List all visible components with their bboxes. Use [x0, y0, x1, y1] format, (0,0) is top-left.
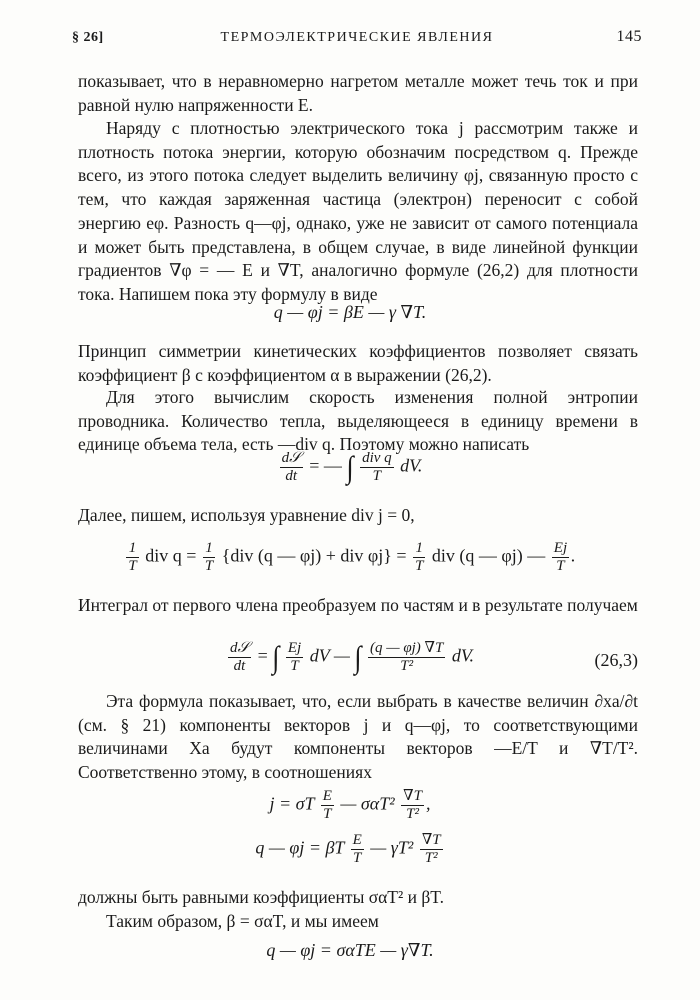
section-marker: § 26]	[72, 30, 104, 45]
paragraph-5: Далее, пишем, используя уравнение div j = 0,	[78, 505, 415, 525]
fraction: $\frac{\text{div q}}{T}$	[362, 450, 392, 484]
formula-26-3: $\frac{\text{d𝒮}}{dt}$ = ∫ $\frac{Ej}{T}$ dV — ∫ $\frac{(q — \varphi j) \nabla T}{\text{T²}}$ dV.	[229, 639, 475, 675]
equation-number: (26,3)	[594, 650, 638, 670]
paragraph-7: Эта формула показывает, что, если выбрать в качестве величин ∂xa/∂t (см. § 21) компоненты векторов j и q—φj, то соответствующими величинами Xa будут компоненты векторов —E/T и ∇T/T². Соответственно этому, в соотношениях	[78, 691, 638, 783]
paragraph-9: Таким образом, β = σαT, и мы имеем	[106, 911, 379, 931]
paragraph-2: Наряду с плотностью электрического тока j рассмотрим также и плотность потока энергии, которую обозначим посредством q. Прежде всего, из этого потока следует выделить величину φj, связанную просто с тем, что каждая заряженная частица (электрон) переносит с собой энергию eφ. Разность q—φj, однако, уже не зависит от самого потенциала и может быть представлена, в общем случае, в виде линейной функции градиентов ∇φ = — E и ∇T, аналогично формуле (26,2) для плотности тока. Напишем пока эту формулу в виде	[78, 118, 638, 304]
page-number: 145	[616, 28, 642, 45]
paragraph-6: Интеграл от первого члена преобразуем по частям и в результате получаем	[78, 595, 638, 615]
chapter-title: ТЕРМОЭЛЕКТРИЧЕСКИЕ ЯВЛЕНИЯ	[220, 30, 494, 45]
formula-j: j = σT $\frac{E}{T}$ — σαT² $\frac{\nabla T}{\text{T²}}$ ,	[269, 788, 431, 822]
paragraph-1: показывает, что в неравномерно нагретом металле может течь ток и при равной нулю напряженности E.	[78, 71, 638, 115]
formula-entropy-rate: $\frac{\text{d𝒮}}{dt}$ = — ∫ $\frac{\text{div q}}{T}$ dV.	[281, 449, 423, 485]
formula-q-phi-j	[0, 302, 700, 323]
paragraph-4: Для этого вычислим скорость изменения полной энтропии проводника. Количество тепла, выделяющееся в единицу времени в единице объема тела, есть —div q. Поэтому можно написать	[78, 387, 638, 455]
formula-text: q — φj = βE — γ ∇T.	[273, 302, 427, 322]
paragraph-3: Принцип симметрии кинетических коэффициентов позволяет связать коэффициент β с коэффициентом α в выражении (26,2).	[78, 341, 638, 385]
formula-q-minus-phi-j: q — φj = βT $\frac{E}{T}$ — γT² $\frac{\nabla T}{\text{T²}}$	[255, 832, 441, 866]
running-header	[72, 30, 642, 50]
formula-final: q — φj = σαTE — γ∇T.	[266, 940, 434, 960]
paragraph-8: должны быть равными коэффициенты σαT² и βT.	[78, 887, 445, 907]
fraction: $\frac{\text{d𝒮}}{dt}$	[281, 450, 301, 484]
formula-div-q: $\frac{1}{T}$ div q = $\frac{1}{T}$ {div (q — φj) + div φj} = $\frac{1}{T}$ div (q — φj) — $\frac{Ej}{T}$ .	[128, 540, 576, 574]
